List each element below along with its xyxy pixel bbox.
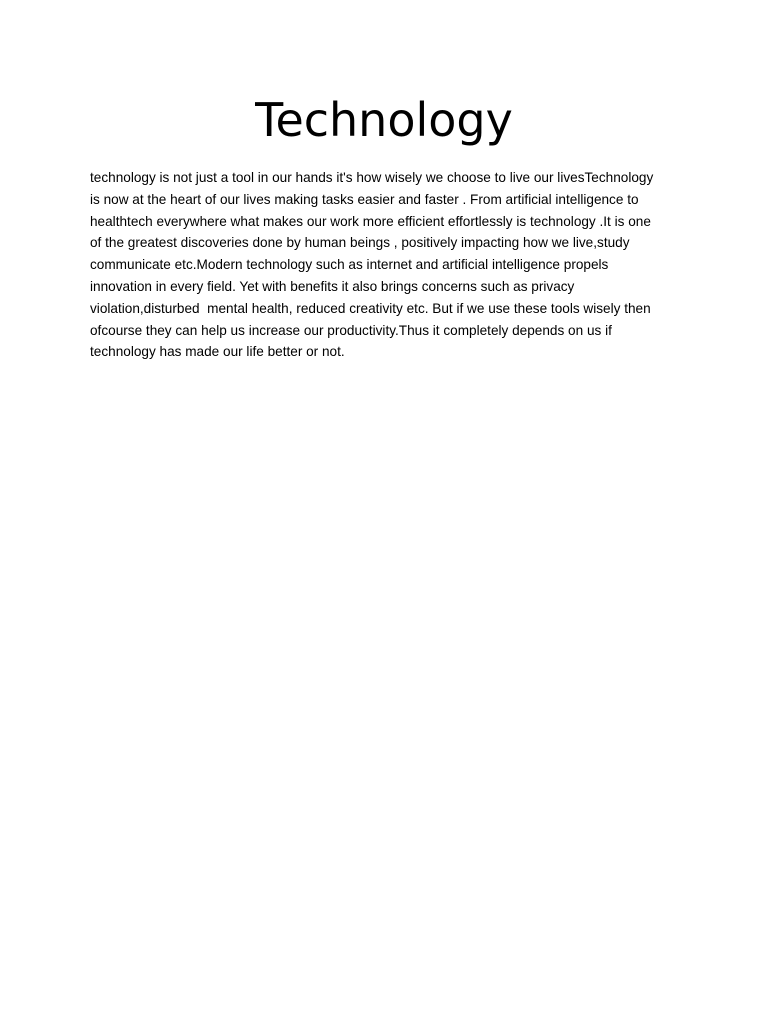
body-line: of the greatest discoveries done by human beings , positively impacting how we live,study xyxy=(90,235,630,251)
document-body xyxy=(90,167,680,363)
body-line: healthtech everywhere what makes our work more efficient effortlessly is technology .It is one xyxy=(90,213,651,229)
body-line: technology has made our life better or not. xyxy=(90,344,345,360)
body-line: innovation in every field. Yet with benefits it also brings concerns such as privacy xyxy=(90,278,575,294)
body-line: ofcourse they can help us increase our productivity.Thus it completely depends on us if xyxy=(90,322,612,338)
body-line: is now at the heart of our lives making tasks easier and faster . From artificial intelligence to xyxy=(90,191,639,207)
body-line: technology is not just a tool in our hands it's how wisely we choose to live our livesTechnology xyxy=(90,170,654,185)
body-line: violation,disturbed mental health, reduced creativity etc. But if we use these tools wisely then xyxy=(90,300,651,316)
document-title: Technology xyxy=(255,93,513,147)
body-line: communicate etc.Modern technology such as internet and artificial intelligence propels xyxy=(90,257,609,273)
